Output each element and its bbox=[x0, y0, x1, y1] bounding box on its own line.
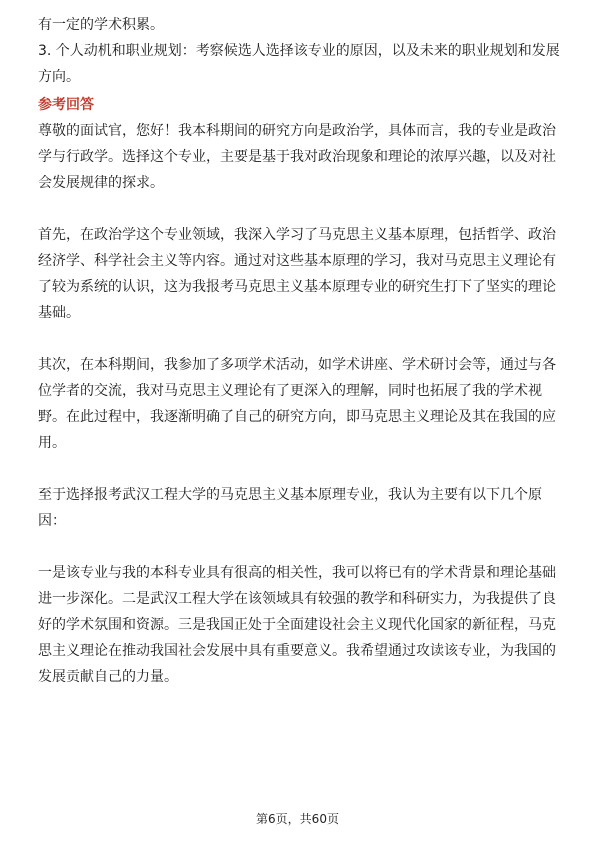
answer-paragraph-4: 至于选择报考武汉工程大学的马克思主义基本原理专业，我认为主要有以下几个原因： bbox=[38, 487, 542, 529]
paragraph-gap bbox=[38, 196, 560, 222]
answer-paragraph-2: 首先，在政治学这个专业领域，我深入学习了马克思主义基本原理，包括哲学、政治经济学、科学社会主义等内容。通过对这些基本原理的学习，我对马克思主义理论有了较为系统的认识，这为我报考马克思主义基本原理专业的研究生打下了坚实的理论基础。 bbox=[38, 227, 556, 321]
answer-heading: 参考回答 bbox=[38, 97, 94, 113]
previous-text-line: 有一定的学术积累。 bbox=[38, 17, 164, 33]
page-number-footer: 第6页，共60页 bbox=[256, 812, 339, 826]
paragraph-gap bbox=[38, 326, 560, 352]
paragraph-gap bbox=[38, 456, 560, 482]
answer-paragraph-3: 其次，在本科期间，我参加了多项学术活动，如学术讲座、学术研讨会等，通过与各位学者的交流，我对马克思主义理论有了更深入的理解，同时也拓展了我的学术视野。在此过程中，我逐渐明确了自己的研究方向，即马克思主义理论及其在我国的应用。 bbox=[38, 357, 556, 451]
answer-paragraph-5: 一是该专业与我的本科专业具有很高的相关性，我可以将已有的学术背景和理论基础进一步深化。二是武汉工程大学在该领域具有较强的教学和科研实力，为我提供了良好的学术氛围和资源。三是我国正处于全面建设社会主义现代化国家的新征程，马克思主义理论在推动我国社会发展中具有重要意义。我希望通过攻读该专业，为我国的发展贡献自己的力量。 bbox=[38, 565, 556, 685]
question-3: 3. 个人动机和职业规划：考察候选人选择该专业的原因，以及未来的职业规划和发展方向。 bbox=[38, 43, 560, 85]
paragraph-gap bbox=[38, 534, 560, 560]
page-content bbox=[38, 12, 560, 690]
answer-paragraph-1: 尊敬的面试官，您好！我本科期间的研究方向是政治学，具体而言，我的专业是政治学与行政学。选择这个专业，主要是基于我对政治现象和理论的浓厚兴趣，以及对社会发展规律的探求。 bbox=[38, 123, 556, 191]
